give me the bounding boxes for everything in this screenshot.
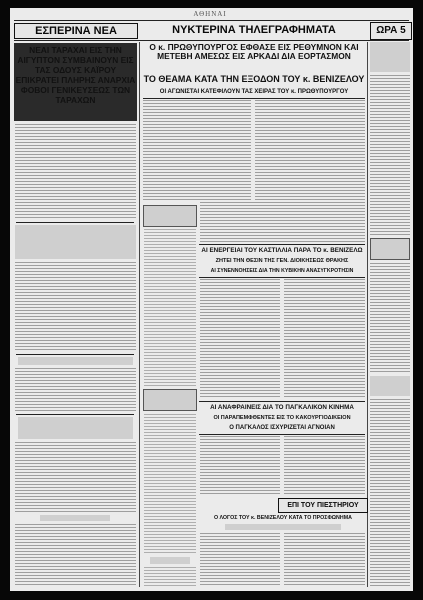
masthead-rule [14,20,409,21]
left-headline: ΝΕΑΙ ΤΑΡΑΧΑΙ ΕΙΣ ΤΗΝ ΑΙΓΥΠΤΟΝ ΣΥΜΒΑΙΝΟΥΝ ΕΙΣ ΤΑΣ ΟΔΟΥΣ ΚΑΪΡΟΥ ΕΠΙΚΡΑΤΕΙ ΠΛΗΡΗΣ ΑΝΑΡΧΙΑ ΦΟΒΟΙ ΓΕΝΙΚΕΥΣΕΩΣ ΤΩΝ ΤΑΡΑΧΩΝ [14,43,137,121]
center-text-3 [200,202,365,242]
mid-text-1 [200,279,280,399]
lower-subheadline: ΟΙ ΠΑΡΑΠΕΜΦΘΕΝΤΕΣ ΕΙΣ ΤΟ ΚΑΚΟΥΡΓΙΟΔΙΚΕΙΟΝ [213,415,351,421]
center-text-1 [143,100,251,200]
left-subheadline-4 [40,515,110,521]
left-text-5 [15,524,136,586]
left-divider-3 [16,414,134,415]
right-headline-1 [370,42,410,72]
boxed-note-1 [143,205,197,227]
mid-rule-top [199,244,365,245]
lower-rule-bottom [199,434,365,435]
boxed-note-2 [143,389,197,411]
right-text-3 [370,399,410,586]
lower-headline: ΑΙ ΑΝΑΦΡΑΙΝΕΙΣ ΔΙΑ ΤΟ ΠΑΓΚΑΛΙΚΟΝ ΚΙΝΗΜΑ [210,404,354,411]
center-headline: Ο κ. ΠΡΩΘΥΠΟΥΡΓΟΣ ΕΦΘΑΣΕ ΕΙΣ ΡΕΘΥΜΝΟΝ ΚΑΙ ΜΕΤΕΒΗ ΑΜΕΣΩΣ ΕΙΣ ΑΡΚΑΔΙ ΔΙΑ ΕΟΡΤΑΣΜΟΝ [149,43,359,62]
banner-left: ΕΣΠΕΡΙΝΑ ΝΕΑ [14,23,138,39]
banner-rule [14,40,409,41]
left-divider-1 [16,222,134,223]
mid-deck: ΑΙ ΣΥΝΕΝΝΟΗΣΕΙΣ ΔΙΑ ΤΗΝ ΚΥΒΙΚΗΝ ΑΝΑΣΥΓΚΡΟΤΗΣΙΝ [210,268,354,274]
center-subheadline: ΤΟ ΘΕΑΜΑ ΚΑΤΑ ΤΗΝ ΕΞΟΔΟΝ ΤΟΥ κ. ΒΕΝΙΖΕΛΟΥ [143,74,365,84]
lower-rule-top [199,401,365,402]
left-text-1 [15,124,136,220]
right-text-2 [370,263,410,373]
press-text-2 [284,533,365,586]
banner-center: ΝΥΚΤΕΡΙΝΑ ΤΗΛΕΓΡΑΦΗΜΑΤΑ [172,24,336,36]
narrow-text-1 [144,229,196,387]
left-text-4 [15,442,136,512]
center-rule [143,98,365,99]
narrow-text-2 [144,414,196,554]
left-subheadline-3 [18,417,133,439]
left-text-2 [15,262,136,352]
column-rule-1 [139,42,140,587]
lower-text-2 [284,436,365,496]
newspaper-page [10,8,413,591]
press-headline: Ο ΛΟΓΟΣ ΤΟΥ κ. ΒΕΝΙΖΕΛΟΥ ΚΑΤΑ ΤΟ ΠΡΟΣΦΩΝΗΜΑ [214,515,352,521]
lower-deck: Ο ΠΑΓΚΑΛΟΣ ΙΣΧΥΡΙΖΕΤΑΙ ΑΓΝΟΙΑΝ [229,425,335,431]
left-subheadline-1 [15,225,136,259]
left-divider-2 [16,354,134,355]
press-subheadline [225,524,341,530]
press-text-1 [200,533,280,586]
masthead-title: ΑΘΗΝΑΙ [193,10,227,18]
mid-headline: ΑΙ ΕΝΕΡΓΕΙΑΙ ΤΟΥ ΚΑΣΤΙΛΛΙΑ ΠΑΡΑ ΤΟ κ. ΒΕΝΙΖΕΛΩ [201,247,363,254]
left-text-3 [15,368,136,412]
left-subheadline-2 [18,357,133,365]
lower-text-1 [200,436,280,496]
mid-subheadline: ΖΗΤΕΙ ΤΗΝ ΘΕΣΙΝ ΤΗΣ ΓΕΝ. ΔΙΟΙΚΗΣΕΩΣ ΘΡΑΚΗΣ [215,258,349,264]
narrow-text-3 [144,567,196,587]
mid-text-2 [284,279,365,399]
right-text-1 [370,75,410,235]
center-deck: ΟΙ ΑΓΩΝΙΣΤΑΙ ΚΑΤΕΦΙΛΟΥΝ ΤΑΣ ΧΕΙΡΑΣ ΤΟΥ κ. ΠΡΩΘΥΠΟΥΡΓΟΥ [159,89,349,95]
right-box-1 [370,238,410,260]
mid-rule-bottom [199,277,365,278]
press-box-title: ΕΠΙ ΤΟΥ ΠΙΕΣΤΗΡΙΟΥ [278,498,368,513]
banner-right: ΩΡΑ 5 [370,22,412,40]
center-text-2 [255,100,365,200]
right-headline-2 [370,376,410,396]
boxed-note-3 [150,557,190,564]
